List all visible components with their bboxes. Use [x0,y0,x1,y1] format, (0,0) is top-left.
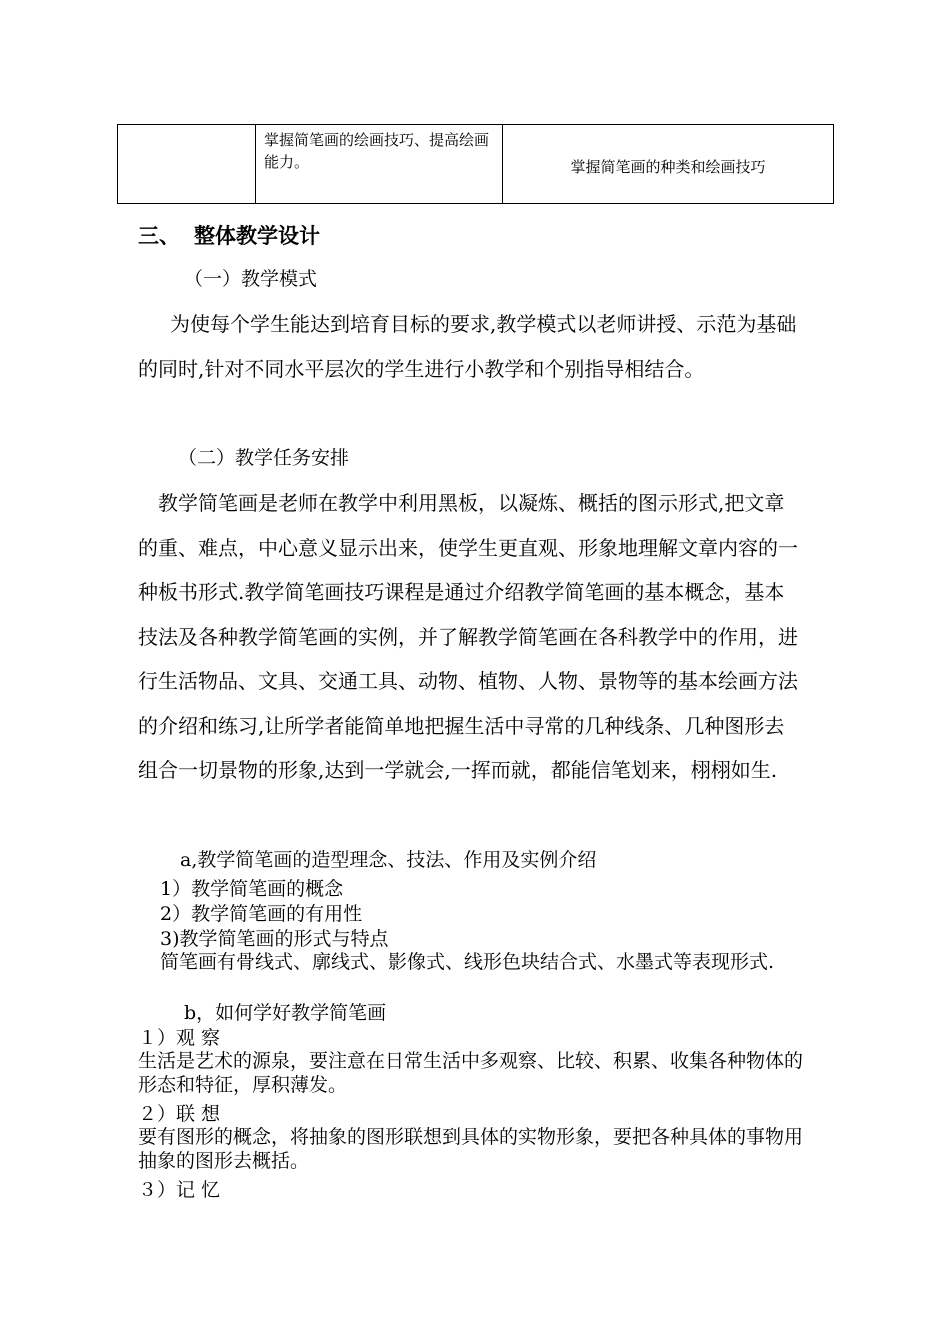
subsection-title-task-arrangement: （二）教学任务安排 [178,447,350,469]
table-row [118,125,834,204]
list-a-title: a,教学简笔画的造型理念、技法、作用及实例介绍 [180,849,597,871]
list-b-item-2-text: 要有图形的概念，将抽象的图形联想到具体的实物形象，要把各种具体的事物用抽象的图形去概括。 [138,1126,804,1172]
list-b-item-3: ３）记 忆 [138,1179,221,1201]
cell-text: 掌握简笔画的种类和绘画技巧 [570,158,766,176]
table-cell-skill-goal [256,125,503,204]
subsection-title-teaching-mode: （一）教学模式 [184,268,318,290]
list-a-item-2: 2）教学简笔画的有用性 [160,903,363,925]
list-b-title: b，如何学好教学简笔画 [184,1002,387,1024]
list-b-item-1: １）观 察 [138,1027,221,1049]
cell-text: 掌握简笔画的绘画技巧、提高绘画能力。 [264,131,490,171]
table-cell-empty [118,125,256,204]
list-a-item-3: 3)教学简笔画的形式与特点 [160,928,389,950]
paragraph-teaching-mode: 为使每个学生能达到培育目标的要求,教学模式以老师讲授、示范为基础的同时,针对不同水平层次的学生进行小教学和个别指导相结合。 [138,312,797,381]
section-number: 三、 [138,223,180,248]
paragraph-task-arrangement: 教学简笔画是老师在教学中利用黑板，以凝炼、概括的图示形式,把文章的重、难点，中心意义显示出来，使学生更直观、形象地理解文章内容的一种板书形式.教学简笔画技巧课程是通过介绍教学简笔画的基本概念，基本技法及各种教学简笔画的实例，并了解教学简笔画在各科教学中的作用，进行生活物品、文具、交通工具、动物、植物、人物、景物等的基本绘画方法的介绍和练习,让所学者能简单地把握生活中寻常的几种线条、几种图形去组合一切景物的形象,达到一学就会,一挥而就，都能信笔划来，栩栩如生. [138,491,798,782]
list-a-item-1: 1）教学简笔画的概念 [160,878,344,900]
list-b-item-1-text: 生活是艺术的源泉，要注意在日常生活中多观察、比较、积累、收集各种物体的形态和特征，厚积薄发。 [138,1050,804,1096]
list-a-item-3-text: 简笔画有骨线式、廓线式、影像式、线形色块结合式、水墨式等表现形式. [160,951,775,973]
objectives-table [117,124,834,204]
section-heading [138,220,320,250]
list-b-item-2: ２）联 想 [138,1103,221,1125]
section-title: 整体教学设计 [194,223,320,248]
table-cell-key-point [503,125,834,204]
